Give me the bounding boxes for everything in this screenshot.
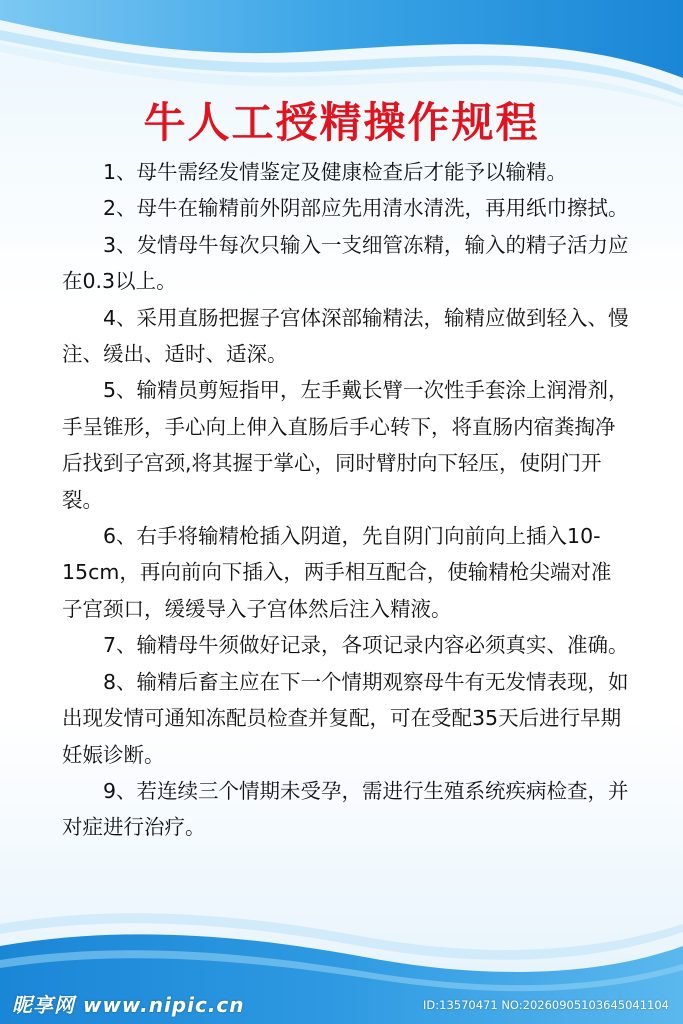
procedure-item-5: 5、输精员剪短指甲，左手戴长臂一次性手套涂上润滑剂，手呈锥形，手心向上伸入直肠后手心转下，将直肠内宿粪掏净后找到子宫颈,将其握于掌心，同时臂肘向下轻压，使阴门开裂。 [62,378,629,512]
watermark-id: ID:13570471 NO:20260905103645041104 [423,998,669,1012]
procedure-item-6: 6、右手将输精枪插入阴道，先自阴门向前向上插入10-15cm，再向前向下插入，两手相互配合，使输精枪尖端对准子宫颈口，缓缓导入子宫体然后注入精液。 [62,524,612,621]
watermark-logo: 昵享网 www.nipic.cn [12,993,245,1017]
procedure-item-9: 9、若连续三个情期未受孕，需进行生殖系统疾病检查，并对症进行治疗。 [62,778,629,840]
procedure-item-8: 8、输精后畜主应在下一个情期观察母牛有无发情表现，如出现发情可通知冻配员检查并复配，可在受配35天后进行早期妊娠诊断。 [62,669,629,767]
page-title: 牛人工授精操作规程 [143,98,540,147]
procedure-item-3: 3、发情母牛每次只输入一支细管冻精，输入的精子活力应在0.3以上。 [62,232,629,294]
procedure-item-2: 2、母牛在输精前外阴部应先用清水清洗，再用纸巾擦拭。 [103,196,629,221]
procedure-item-4: 4、采用直肠把握子宫体深部输精法，输精应做到轻入、慢注、缓出、适时、适深。 [62,305,629,367]
procedure-item-1: 1、母牛需经发情鉴定及健康检查后才能予以输精。 [103,160,568,184]
procedure-item-7: 7、输精母牛须做好记录，各项记录内容必须真实、准确。 [103,633,629,658]
procedure-list [62,154,630,846]
